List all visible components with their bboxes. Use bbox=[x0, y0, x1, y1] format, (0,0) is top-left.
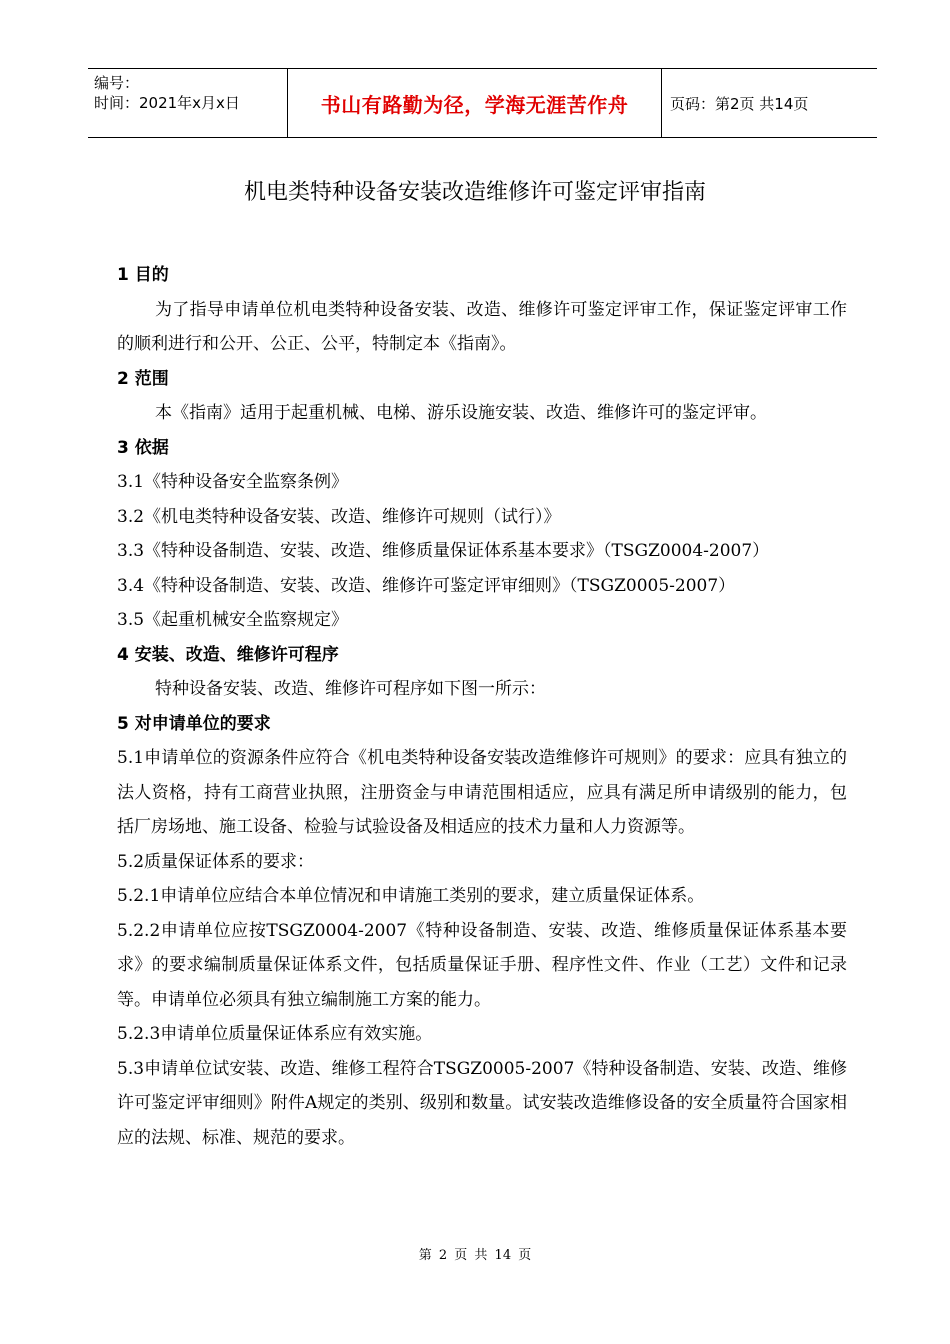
paragraph: 特种设备安装、改造、维修许可程序如下图一所示： bbox=[155, 679, 546, 699]
header-page-info: 页码：第2页 共14页 bbox=[670, 94, 809, 113]
section-heading: 4 安装、改造、维修许可程序 bbox=[117, 644, 339, 665]
document-title: 机电类特种设备安装改造维修许可鉴定评审指南 bbox=[243, 180, 706, 205]
paragraph: 本《指南》适用于起重机械、电梯、游乐设施安装、改造、维修许可的鉴定评审。 bbox=[155, 403, 767, 423]
paragraph: 5.2.1申请单位应结合本单位情况和申请施工类别的要求，建立质量保证体系。 bbox=[117, 886, 705, 906]
paragraph: 5.2.2申请单位应按TSGZ0004-2007《特种设备制造、安装、改造、维修质量保证体系基本要求》的要求编制质量保证体系文件，包括质量保证手册、程序性文件、作业（工艺）文件和记录等。申请单位必须具有独立编制施工方案的能力。 bbox=[117, 920, 847, 1010]
paragraph: 5.3申请单位试安装、改造、维修工程符合TSGZ0005-2007《特种设备制造、安装、改造、维修许可鉴定评审细则》附件A规定的类别、级别和数量。试安装改造维修设备的安全质量符合国家相应的法规、标准、规范的要求。 bbox=[117, 1058, 847, 1148]
number-label: 编号： bbox=[94, 74, 140, 92]
paragraph: 为了指导申请单位机电类特种设备安装、改造、维修许可鉴定评审工作，保证鉴定评审工作的顺利进行和公开、公正、公平，特制定本《指南》。 bbox=[117, 299, 847, 354]
section-heading: 3 依据 bbox=[117, 437, 169, 458]
paragraph: 5.1申请单位的资源条件应符合《机电类特种设备安装改造维修许可规则》的要求：应具有独立的法人资格，持有工商营业执照，注册资金与申请范围相适应，应具有满足所申请级别的能力，包括厂房场地、施工设备、检验与试验设备及相适应的技术力量和人力资源等。 bbox=[117, 748, 847, 837]
list-item: 3.3《特种设备制造、安装、改造、维修质量保证体系基本要求》（TSGZ0004-2007） bbox=[117, 541, 770, 561]
section-heading: 2 范围 bbox=[117, 368, 169, 389]
paragraph: 5.2质量保证体系的要求： bbox=[117, 851, 315, 872]
paragraph: 5.2.3申请单位质量保证体系应有效实施。 bbox=[117, 1024, 433, 1044]
page-footer: 第 2 页 共 14 页 bbox=[418, 1248, 532, 1263]
document-body bbox=[117, 258, 847, 1155]
list-item: 3.2《机电类特种设备安装、改造、维修许可规则（试行）》 bbox=[117, 506, 561, 527]
list-item: 3.4《特种设备制造、安装、改造、维修许可鉴定评审细则》（TSGZ0005-2007） bbox=[117, 575, 736, 596]
list-item: 3.5《起重机械安全监察规定》 bbox=[117, 610, 349, 630]
section-heading: 5 对申请单位的要求 bbox=[117, 713, 271, 734]
section-heading: 1 目的 bbox=[117, 265, 169, 285]
list-item: 3.1《特种设备安全监察条例》 bbox=[117, 472, 349, 492]
time-label: 时间：2021年x月x日 bbox=[94, 94, 240, 112]
page-header bbox=[88, 68, 877, 138]
header-motto: 书山有路勤为径，学海无涯苦作舟 bbox=[288, 69, 662, 137]
header-meta bbox=[88, 69, 288, 137]
